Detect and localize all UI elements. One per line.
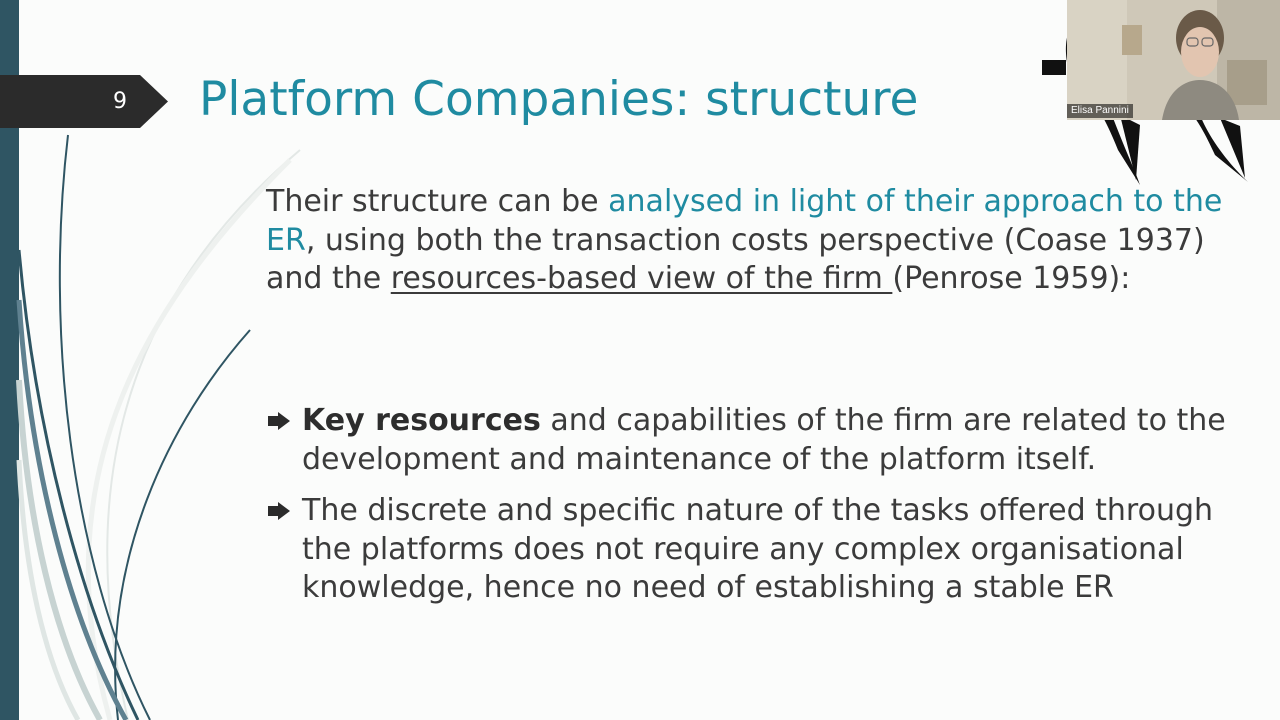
webcam-video-tile[interactable]	[1067, 0, 1280, 120]
arrow-bullet-icon	[266, 499, 292, 523]
bullet-text: and capabilities of the firm are related to the development and maintenance of the platform itself.	[302, 403, 1226, 477]
bullet-item	[266, 492, 1226, 608]
slide-number-tab	[0, 75, 168, 128]
bullet-item	[266, 402, 1226, 479]
intro-text-1: Their structure can be	[266, 184, 609, 219]
intro-highlight: analysed in light of their approach to the ER	[266, 184, 1223, 258]
webcam-feed	[1067, 0, 1280, 120]
arrow-bullet-icon	[266, 409, 292, 433]
slide-number: 9	[113, 89, 127, 114]
intro-text-3: (Penrose 1959):	[892, 261, 1131, 296]
bullet-bold-text: Key resources	[302, 403, 541, 438]
participant-name: Elisa Pannini	[1067, 104, 1133, 118]
slide-title: Platform Companies: structure	[199, 72, 919, 127]
intro-paragraph	[266, 183, 1226, 299]
bullet-text: The discrete and specific nature of the tasks offered through the platforms does not require any complex organisational knowledge, hence no need of establishing a stable ER	[302, 493, 1214, 605]
bullet-list	[266, 402, 1226, 621]
intro-underlined: resources-based view of the firm	[390, 261, 893, 296]
intro-text-2: , using both the transaction costs perspective (Coase 1937) and the	[266, 222, 1205, 296]
